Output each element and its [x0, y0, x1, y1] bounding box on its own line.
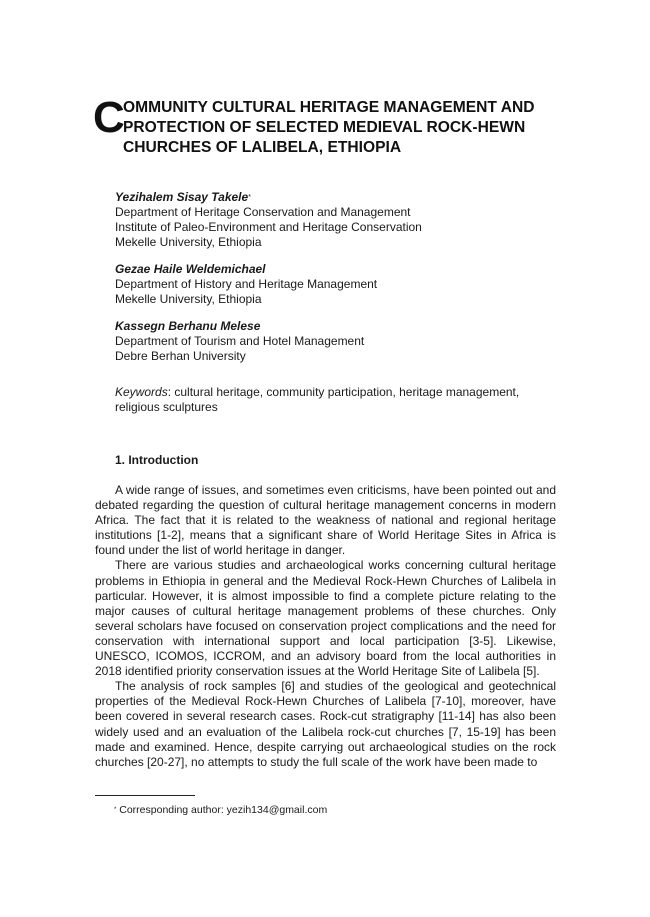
- author-list: [115, 190, 555, 376]
- author-affiliation: Department of History and Heritage Management: [115, 277, 378, 291]
- footnote-divider: [95, 795, 195, 796]
- title-dropcap: C: [93, 93, 125, 142]
- keywords: [115, 385, 555, 415]
- keywords-text: : cultural heritage, community participation, heritage management, religious sculptures: [115, 385, 520, 414]
- author-affiliation: Department of Tourism and Hotel Management: [115, 334, 365, 348]
- author-affiliation: Institute of Paleo-Environment and Heritage Conservation: [115, 220, 422, 234]
- author-block: [115, 262, 555, 307]
- author-name: Gezae Haile Weldemichael: [115, 262, 266, 276]
- author-affiliation: Department of Heritage Conservation and Management: [115, 205, 411, 219]
- author-affiliation: Mekelle University, Ethiopia: [115, 292, 262, 306]
- body-text: [95, 483, 556, 770]
- section-heading: 1. Introduction: [115, 453, 199, 467]
- author-block: [115, 190, 555, 250]
- footnote: [114, 804, 327, 817]
- author-affiliation: Debre Berhan University: [115, 349, 246, 363]
- keywords-label: Keywords: [115, 385, 168, 399]
- paragraph: There are various studies and archaeological works concerning cultural heritage problems in Ethiopia in general and the Medieval Rock-Hewn Churches of Lalibela in particular. However, it is almost impossible to find a complete picture relating to the major causes of cultural heritage management problems of these churches. Only several scholars have focused on conservation project complications and the need for conservation with international support and local participation [3-5]. Likewise, UNESCO, ICOMOS, ICCROM, and an advisory board from the local authorities in 2018 identified priority conservation issues at the World Heritage Site of Lalibela [5].: [95, 558, 556, 679]
- author-block: [115, 319, 555, 364]
- corresponding-author-mark: *: [248, 194, 251, 201]
- author-name: Yezihalem Sisay Takele*: [115, 190, 251, 204]
- author-affiliation: Mekelle University, Ethiopia: [115, 235, 262, 249]
- paragraph: A wide range of issues, and sometimes even criticisms, have been pointed out and debated regarding the question of cultural heritage management concerns in modern Africa. The fact that it is related to the weakness of national and regional heritage institutions [1-2], means that a significant share of World Heritage Sites in Africa is found under the list of world heritage in danger.: [95, 483, 556, 558]
- title-line-2: PROTECTION OF SELECTED MEDIEVAL ROCK-HEWN: [123, 119, 526, 136]
- title-line-3: CHURCHES OF LALIBELA, ETHIOPIA: [123, 139, 402, 156]
- title-line-1: OMMUNITY CULTURAL HERITAGE MANAGEMENT AND: [123, 99, 535, 116]
- footnote-text: Corresponding author: yezih134@gmail.com: [116, 804, 328, 816]
- footnote-mark: *: [114, 807, 117, 813]
- author-name: Kassegn Berhanu Melese: [115, 319, 261, 333]
- paragraph: The analysis of rock samples [6] and studies of the geological and geotechnical properties of the Medieval Rock-Hewn Churches of Lalibela [7-10], moreover, have been covered in several research cases. Rock-cut stratigraphy [11-14] has also been widely used and an evaluation of the Lalibela rock-cut churches [7, 15-19] has been made and examined. Hence, despite carrying out archaeological studies on the rock churches [20-27], no attempts to study the full scale of the work have been made to: [95, 679, 556, 769]
